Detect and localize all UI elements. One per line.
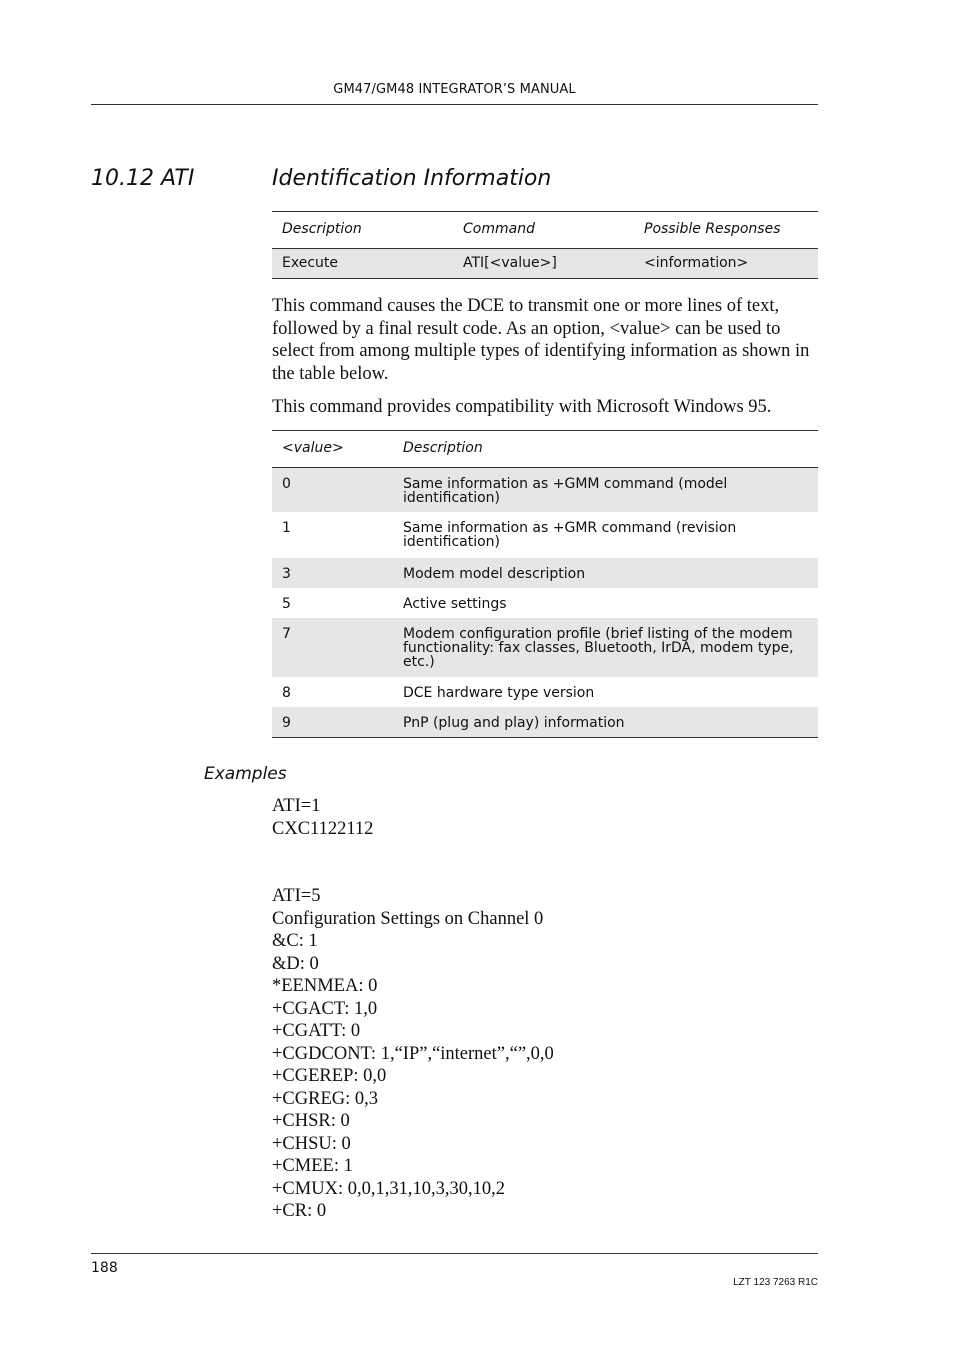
table-row: [272, 618, 818, 677]
example-line: +CGREG: 0,3: [272, 1088, 379, 1109]
table-row: [272, 707, 818, 738]
table-cell-description: Same information as +GMR command (revision identification): [403, 519, 737, 550]
example-line: CXC1122112: [272, 818, 374, 839]
table-cell: ATI[<value>]: [453, 249, 634, 279]
running-header: GM47/GM48 INTEGRATOR’S MANUAL: [333, 82, 576, 97]
paragraph: This command causes the DCE to transmit one or more lines of text, followed by a final result code. As an option, <value> can be used to select from among multiple types of identifying information as shown in the table below.: [272, 296, 810, 384]
example-line: ATI=1: [272, 796, 321, 816]
section-number: 10.12 ATI: [91, 166, 195, 191]
examples-label: Examples: [204, 764, 287, 784]
paragraph: This command provides compatibility with Microsoft Windows 95.: [272, 397, 772, 417]
table-cell-value: 1: [282, 519, 291, 536]
table-cell: <information>: [634, 249, 818, 279]
example-line: +CGEREP: 0,0: [272, 1066, 387, 1086]
table-row: [272, 588, 818, 618]
example-line: +CGATT: 0: [272, 1021, 361, 1041]
table-cell-value: 3: [272, 558, 393, 588]
column-header-description: Description: [393, 431, 818, 468]
example-line: +CMUX: 0,0,1,31,10,3,30,10,2: [272, 1178, 505, 1199]
footer-rule: [91, 1253, 818, 1254]
example-block: [272, 795, 373, 840]
example-line: *EENMEA: 0: [272, 976, 378, 996]
table-cell-description: DCE hardware type version: [403, 684, 595, 701]
table-cell-value: 0: [272, 468, 393, 512]
table-cell-description: Modem model description: [393, 558, 818, 588]
table-row: [272, 249, 818, 279]
page-number: 188: [91, 1260, 118, 1276]
section-title: Identification Information: [272, 166, 552, 191]
example-line: +CHSR: 0: [272, 1111, 350, 1131]
table-row: [272, 512, 818, 558]
table-row: [272, 677, 818, 707]
column-header-command: Command: [453, 212, 634, 249]
header-rule: [91, 104, 818, 105]
table-cell-description: PnP (plug and play) information: [393, 707, 818, 738]
example-line: &C: 1: [272, 931, 318, 951]
column-header-description: Description: [272, 212, 453, 249]
example-line: +CGACT: 1,0: [272, 998, 378, 1019]
column-header-value: <value>: [272, 431, 393, 468]
table-cell-description: Active settings: [403, 595, 507, 612]
example-line: +CGDCONT: 1,“IP”,“internet”,“”,0,0: [272, 1043, 554, 1064]
document-id: LZT 123 7263 R1C: [733, 1277, 818, 1288]
example-line: +CR: 0: [272, 1201, 327, 1221]
example-line: +CHSU: 0: [272, 1133, 351, 1154]
table-row: [272, 468, 818, 512]
table-cell-value: 9: [272, 707, 393, 738]
example-block: [272, 885, 554, 1223]
value-table: [272, 430, 818, 738]
table-cell-value: 8: [282, 684, 291, 701]
table-cell: Execute: [272, 249, 453, 279]
example-line: ATI=5: [272, 886, 321, 906]
example-line: +CMEE: 1: [272, 1156, 353, 1176]
table-cell-description: Same information as +GMM command (model identification): [393, 468, 818, 512]
table-cell-value: 5: [282, 595, 291, 612]
table-cell-description: Modem configuration profile (brief listing of the modem functionality: fax classes, Bluetooth, IrDA, modem type, etc.): [393, 618, 818, 677]
example-line: &D: 0: [272, 953, 319, 974]
table-row: [272, 558, 818, 588]
table-cell-value: 7: [272, 618, 393, 677]
command-table: [272, 211, 818, 279]
value-table-header: [272, 431, 818, 468]
command-table-header: [272, 212, 818, 249]
example-line: Configuration Settings on Channel 0: [272, 908, 544, 929]
column-header-responses: Possible Responses: [634, 212, 818, 249]
